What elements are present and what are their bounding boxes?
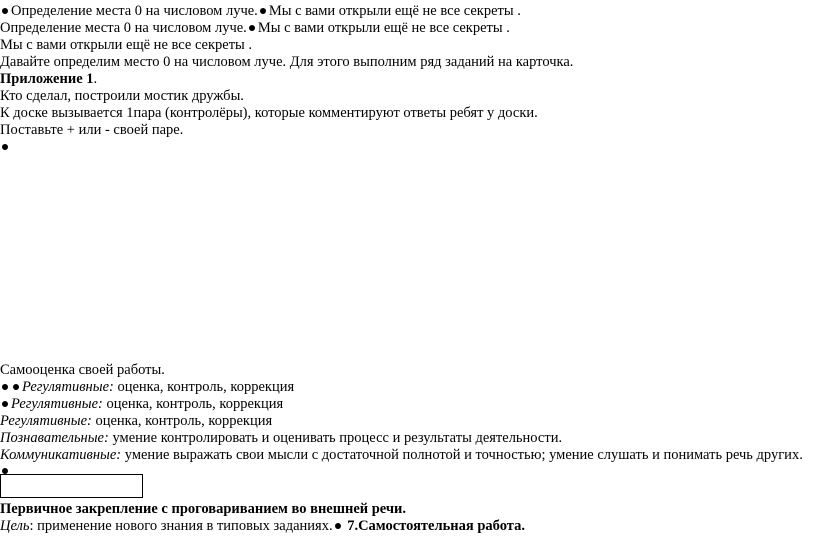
bullet-line xyxy=(0,139,11,156)
empty-frame xyxy=(0,474,143,498)
bullet-icon xyxy=(2,384,8,390)
section-title: 7.Самостоятельная работа. xyxy=(343,518,525,534)
text-line-16 xyxy=(0,518,525,535)
bullet-icon xyxy=(2,468,8,474)
label-regulative: Регулятивные: xyxy=(22,379,114,395)
text-line-14 xyxy=(0,447,803,464)
text-line-15: Первичное закрепление с проговариванием во внешней речи. xyxy=(0,501,407,517)
text-segment: Мы с вами открыли ещё не все секреты . xyxy=(257,20,510,36)
text-segment: Определение места 0 на числовом луче. xyxy=(0,20,247,36)
label-regulative: Регулятивные: xyxy=(11,396,103,412)
bullet-icon xyxy=(2,8,8,14)
text-segment: : применение нового знания в типовых заданиях. xyxy=(29,518,333,534)
label-regulative: Регулятивные: xyxy=(0,413,92,429)
text-line-4: Давайте определим место 0 на числовом луче. Для этого выполним ряд заданий на карточка. xyxy=(0,54,574,70)
bullet-icon xyxy=(260,8,266,14)
bullet-icon xyxy=(13,384,19,390)
text-segment: умение контролировать и оценивать процесс и результаты деятельности. xyxy=(108,430,563,446)
text-segment: оценка, контроль, коррекция xyxy=(113,379,295,395)
text-line-7: К доске вызывается 1пара (контролёры), которые комментируют ответы ребят у доски. xyxy=(0,105,538,121)
text-line-2 xyxy=(0,20,510,37)
label-communicative: Коммуникативные: xyxy=(0,447,122,463)
text-line-6: Кто сделал, построили мостик дружбы. xyxy=(0,88,244,104)
text-line-12 xyxy=(0,413,272,430)
bullet-icon xyxy=(335,523,341,529)
text-segment: Мы с вами открыли ещё не все секреты . xyxy=(268,3,521,19)
label-goal: Цель xyxy=(0,518,30,534)
bullet-icon xyxy=(249,25,255,31)
text-line-13 xyxy=(0,430,562,447)
label-cognitive: Познавательные: xyxy=(0,430,109,446)
text-line-8: Поставьте + или - своей паре. xyxy=(0,122,184,138)
bullet-icon xyxy=(2,144,8,150)
appendix-title: Приложение 1 xyxy=(0,71,94,87)
text-segment: Определение места 0 на числовом луче. xyxy=(11,3,258,19)
bullet-icon xyxy=(2,401,8,407)
text-line-5 xyxy=(0,71,97,88)
text-segment: . xyxy=(93,71,98,87)
text-line-9: Самооценка своей работы. xyxy=(0,362,165,378)
text-line-3: Мы с вами открыли ещё не все секреты . xyxy=(0,37,253,53)
text-segment: умение выражать свои мысли с достаточной полнотой и точностью; умение слушать и понимать речь других. xyxy=(121,447,803,463)
text-line-11 xyxy=(0,396,283,413)
text-segment: оценка, контроль, коррекция xyxy=(102,396,284,412)
text-segment: оценка, контроль, коррекция xyxy=(91,413,273,429)
text-line-10 xyxy=(0,379,294,396)
text-line-1 xyxy=(0,3,521,20)
